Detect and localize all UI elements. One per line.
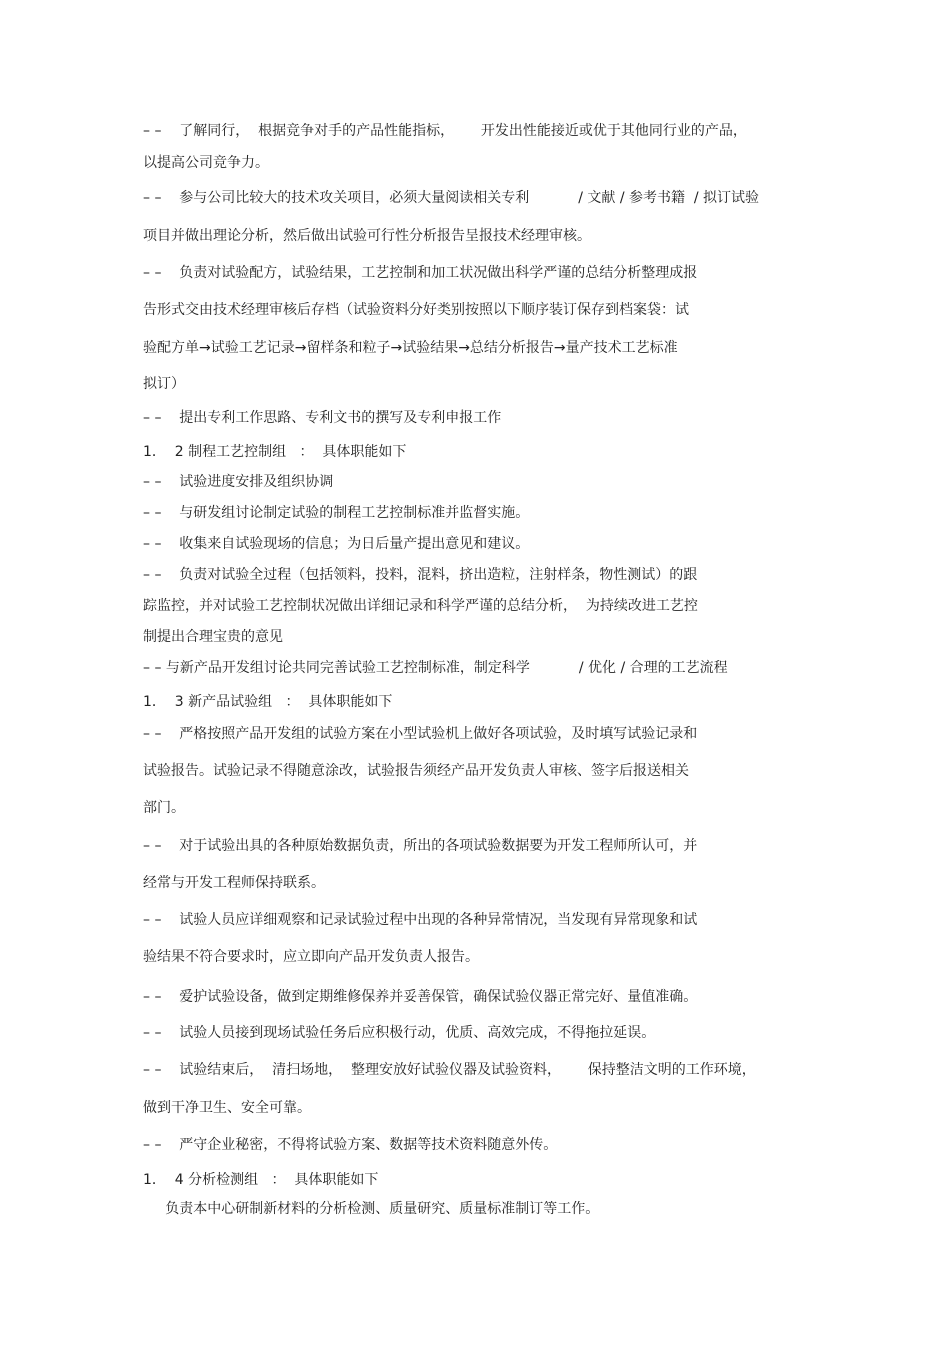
text-line: – – 对于试验出具的各种原始数据负责，所出的各项试验数据要为开发工程师所认可，并 <box>143 838 698 854</box>
section-heading: 1． 2 制程工艺控制组 ： 具体职能如下 <box>143 444 407 460</box>
text-line: – – 了解同行， 根据竞争对手的产品性能指标， 开发出性能接近或优于其他同行业的产品， <box>143 123 747 139</box>
text-line: – – 参与公司比较大的技术攻关项目，必须大量阅读相关专利 / 文献 / 参考书籍 / 拟订试验 <box>143 190 760 206</box>
text-line: – – 与新产品开发组讨论共同完善试验工艺控制标准，制定科学 / 优化 / 合理的工艺流程 <box>143 660 728 676</box>
text-line: 以提高公司竞争力。 <box>143 155 269 171</box>
text-line: 验配方单→试验工艺记录→留样条和粒子→试验结果→总结分析报告→量产技术工艺标准 <box>143 340 678 356</box>
section-heading: 1． 4 分析检测组 ： 具体职能如下 <box>143 1172 379 1188</box>
text-line: 项目并做出理论分析，然后做出试验可行性分析报告呈报技术经理审核。 <box>143 228 591 244</box>
text-line: – – 试验结束后， 清扫场地， 整理安放好试验仪器及试验资料， 保持整洁文明的工作环境， <box>143 1062 756 1078</box>
text-line: 制提出合理宝贵的意见 <box>143 629 283 645</box>
text-line: 验结果不符合要求时，应立即向产品开发负责人报告。 <box>143 949 479 965</box>
text-line: – – 与研发组讨论制定试验的制程工艺控制标准并监督实施。 <box>143 505 530 521</box>
text-line: 经常与开发工程师保持联系。 <box>143 875 325 891</box>
text-line: – – 提出专利工作思路、专利文书的撰写及专利申报工作 <box>143 410 502 426</box>
text-line: 拟订） <box>143 376 185 392</box>
text-line: 做到干净卫生、安全可靠。 <box>143 1100 311 1116</box>
text-line: 告形式交由技术经理审核后存档（试验资料分好类别按照以下顺序装订保存到档案袋：试 <box>143 302 689 318</box>
text-line: – – 负责对试验配方，试验结果，工艺控制和加工状况做出科学严谨的总结分析整理成报 <box>143 265 698 281</box>
text-line: – – 试验进度安排及组织协调 <box>143 474 334 490</box>
section-heading: 1． 3 新产品试验组 ： 具体职能如下 <box>143 694 393 710</box>
text-line: 试验报告。试验记录不得随意涂改，试验报告须经产品开发负责人审核、签字后报送相关 <box>143 763 689 779</box>
text-line: 负责本中心研制新材料的分析检测、质量研究、质量标准制订等工作。 <box>143 1201 600 1217</box>
text-line: – – 试验人员应详细观察和记录试验过程中出现的各种异常情况，当发现有异常现象和试 <box>143 912 698 928</box>
text-line: – – 试验人员接到现场试验任务后应积极行动，优质、高效完成，不得拖拉延误。 <box>143 1025 656 1041</box>
text-line: – – 负责对试验全过程（包括领料，投料，混料，挤出造粒，注射样条，物性测试）的跟 <box>143 567 698 583</box>
text-line: – – 严守企业秘密，不得将试验方案、数据等技术资料随意外传。 <box>143 1137 558 1153</box>
text-line: 部门。 <box>143 800 185 816</box>
text-line: – – 收集来自试验现场的信息；为日后量产提出意见和建议。 <box>143 536 530 552</box>
text-line: 踪监控，并对试验工艺控制状况做出详细记录和科学严谨的总结分析， 为持续改进工艺控 <box>143 598 698 614</box>
text-line: – – 严格按照产品开发组的试验方案在小型试验机上做好各项试验，及时填写试验记录和 <box>143 726 698 742</box>
text-line: – – 爱护试验设备，做到定期维修保养并妥善保管，确保试验仪器正常完好、量值准确。 <box>143 989 698 1005</box>
